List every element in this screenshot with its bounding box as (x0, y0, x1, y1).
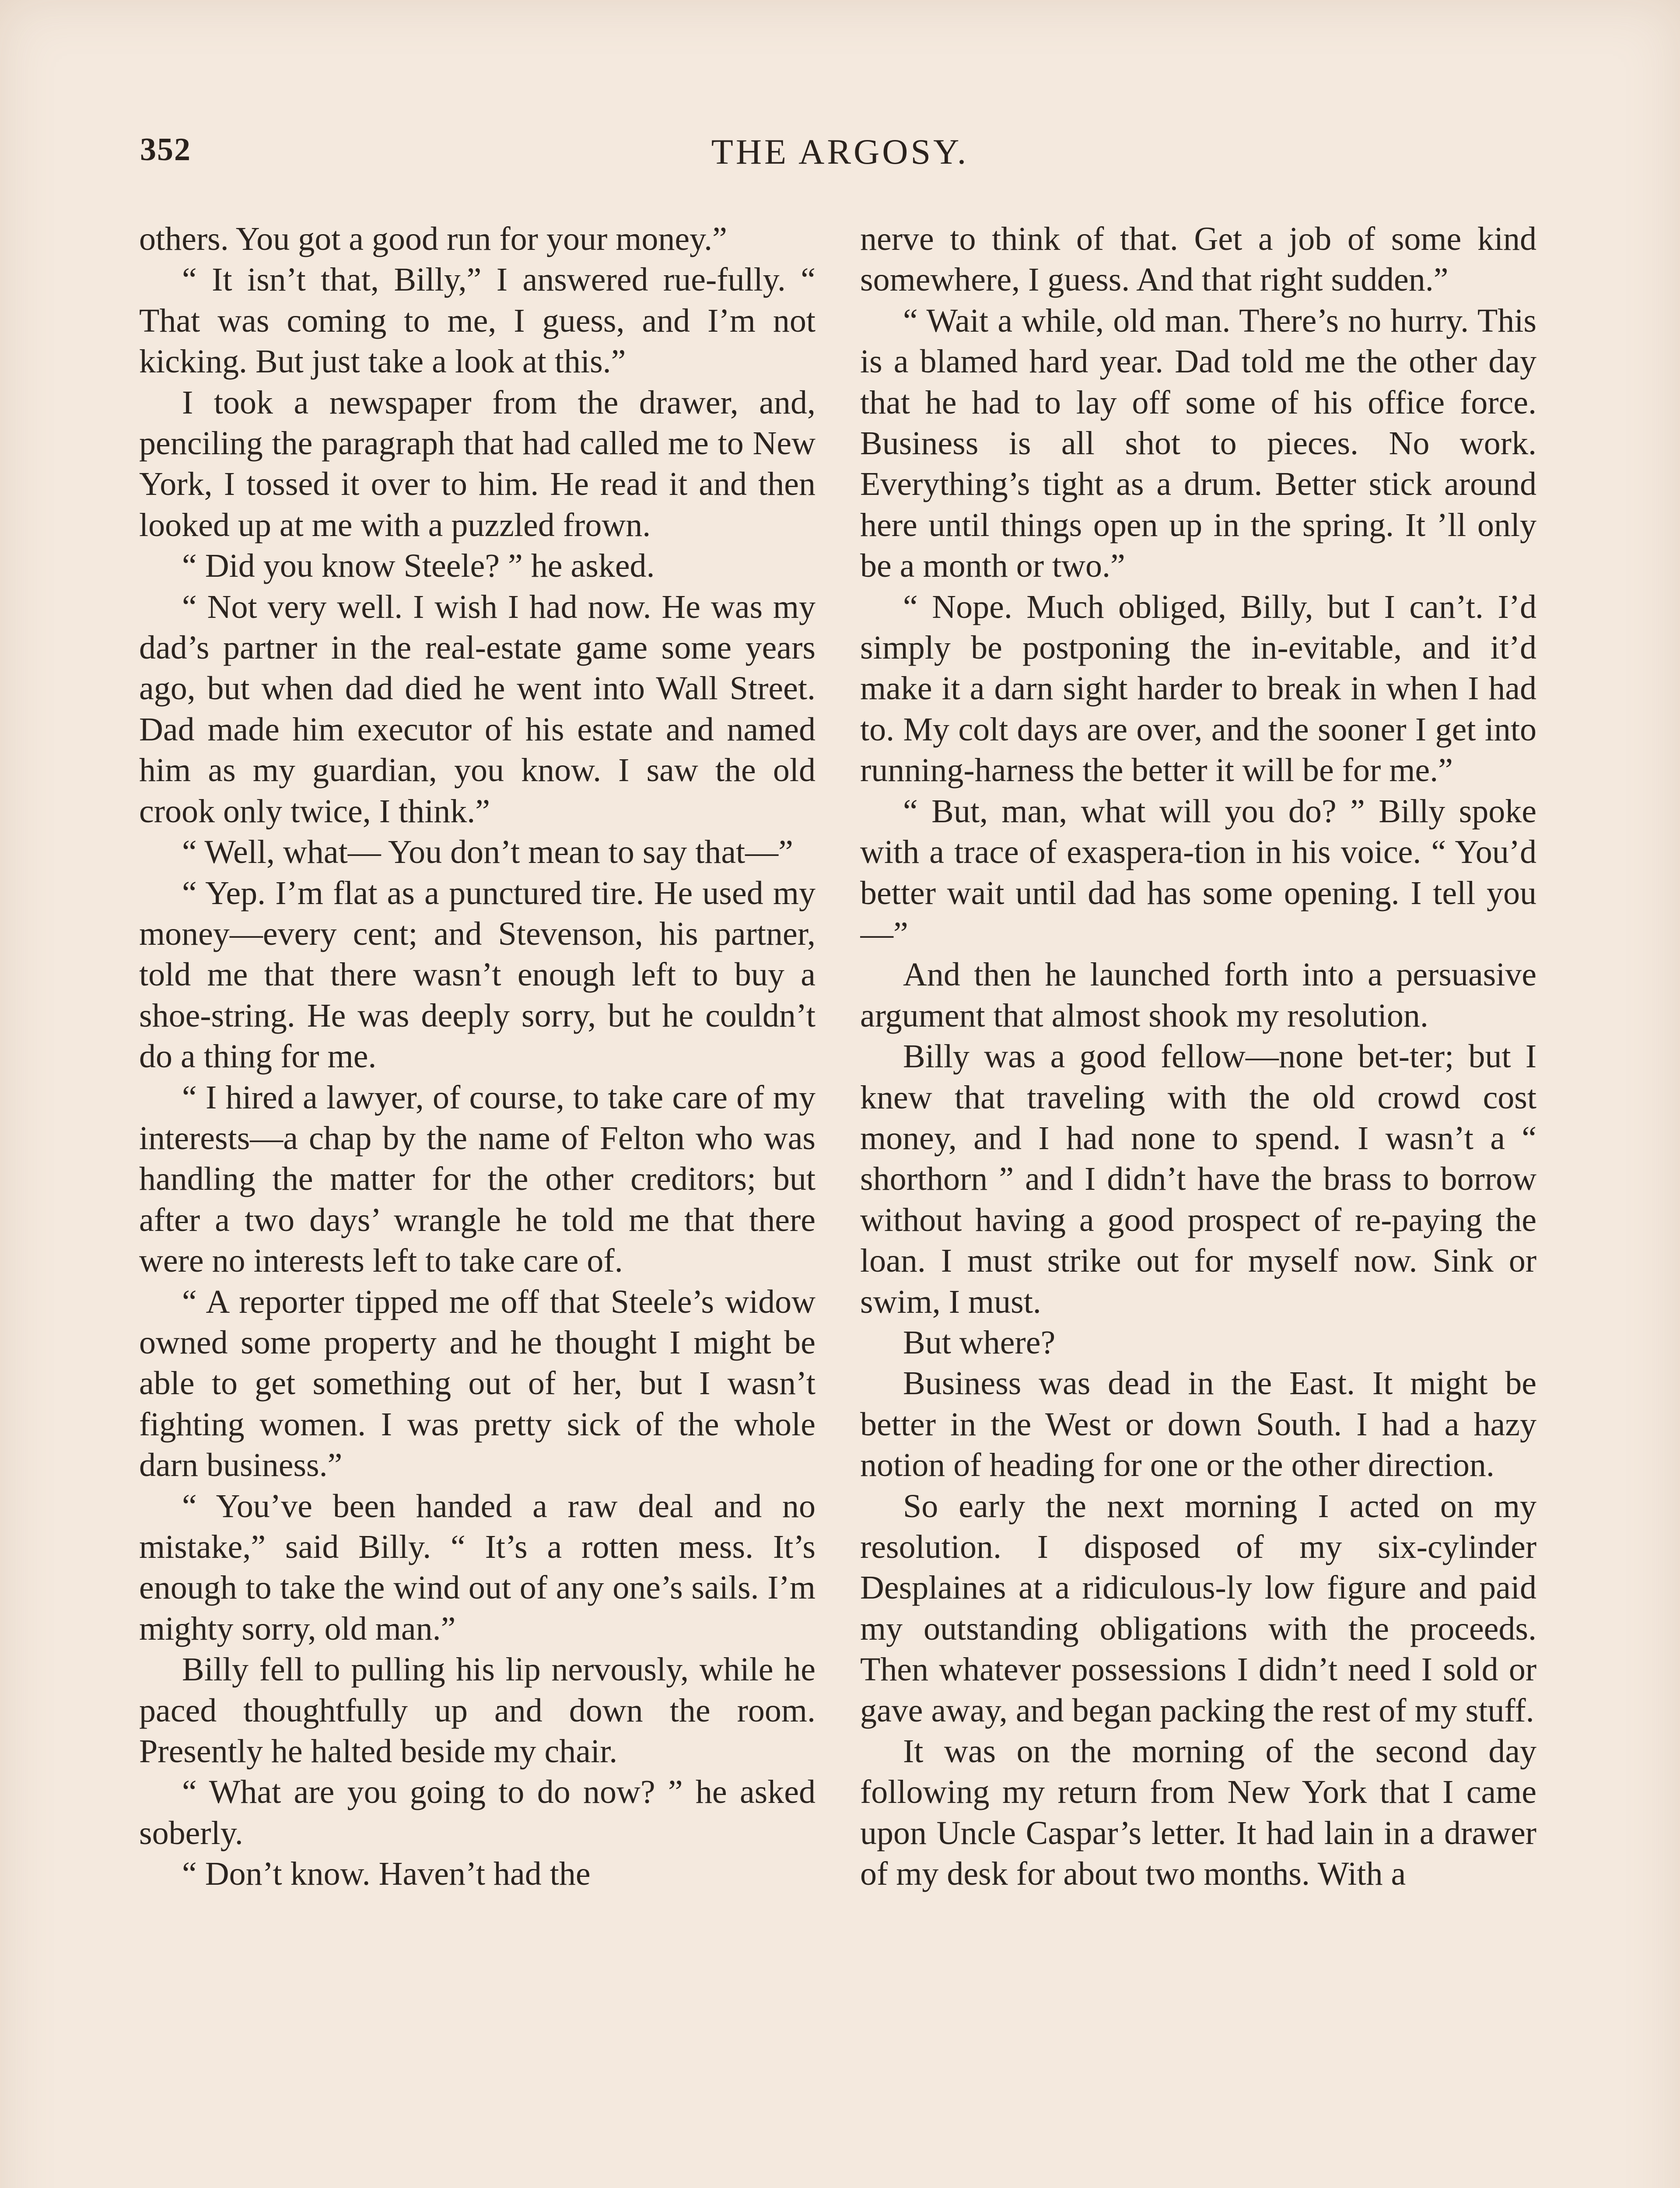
paragraph: “ Yep. I’m flat as a punctured tire. He used my money—every cent; and Stevenson, his partner, told me that there wasn’t enough left to buy a shoe-string. He was deeply sorry, but he couldn’t do a thing for me. (139, 874, 816, 1075)
paragraph: But where? (903, 1324, 1056, 1361)
paragraph: others. You got a good run for your money.” (139, 221, 727, 257)
paragraph: “ It isn’t that, Billy,” I answered rue-fully. “ That was coming to me, I guess, and I’m not kicking. But just take a look at this.” (139, 261, 816, 380)
page-header (140, 131, 1540, 184)
paragraph: “ Did you know Steele? ” he asked. (182, 547, 655, 585)
paragraph: “ But, man, what will you do? ” Billy spoke with a trace of exaspera-tion in his voice. “ You’d better wait until dad has some opening. I tell you—” (860, 792, 1536, 952)
paragraph: “ Nope. Much obliged, Billy, but I can’t. I’d simply be postponing the in-evitable, and it’d make it a darn sight harder to break in when I had to. My colt days are over, and the sooner I get into running-harness the better it will be for me.” (860, 588, 1536, 789)
paragraph: “ A reporter tipped me off that Steele’s widow owned some property and he thought I might be able to get something out of her, but I wasn’t fighting women. I was pretty sick of the whole darn business.” (139, 1283, 816, 1484)
paragraph: Billy was a good fellow—none bet-ter; but I knew that traveling with the old crowd cost money, and I had none to spend. I wasn’t a “ shorthorn ” and I didn’t have the brass to borrow without having a good prospect of re-paying the loan. I must strike out for myself now. Sink or swim, I must. (860, 1038, 1536, 1320)
paragraph: “ Not very well. I wish I had now. He was my dad’s partner in the real-estate game some years ago, but when dad died he went into Wall Street. Dad made him executor of his estate and named him as my guardian, you know. I saw the old crook only twice, I think.” (139, 588, 816, 830)
paragraph: Billy fell to pulling his lip nervously, while he paced thoughtfully up and down the room. Presently he halted beside my chair. (139, 1651, 816, 1770)
paragraph: “ Don’t know. Haven’t had the (182, 1855, 591, 1893)
running-title: THE ARGOSY. (711, 132, 969, 172)
paragraph: nerve to think of that. Get a job of some kind somewhere, I guess. And that right sudden.” (860, 221, 1536, 298)
paragraph: And then he launched forth into a persuasive argument that almost shook my resolution. (860, 956, 1536, 1034)
paragraph: I took a newspaper from the drawer, and, penciling the paragraph that had called me to New York, I tossed it over to him. He read it and then looked up at me with a puzzled frown. (139, 384, 816, 543)
paragraph: “ Wait a while, old man. There’s no hurry. This is a blamed hard year. Dad told me the other day that he had to lay off some of his office force. Business is all shot to pieces. No work. Everything’s tight as a drum. Better stick around here until things open up in the spring. It ’ll only be a month or two.” (860, 302, 1536, 585)
paragraph: “ Well, what— You don’t mean to say that—” (182, 834, 793, 871)
paragraph: Business was dead in the East. It might be better in the West or down South. I had a hazy notion of heading for one or the other direction. (860, 1365, 1536, 1484)
paragraph: “ I hired a lawyer, of course, to take care of my interests—a chap by the name of Felton who was handling the matter for the other creditors; but after a two days’ wrangle he told me that there were no interests left to take care of. (139, 1079, 816, 1280)
right-column (860, 219, 1536, 2188)
paragraph: It was on the morning of the second day following my return from New York that I came upon Uncle Caspar’s letter. It had lain in a drawer of my desk for about two months. With a (860, 1733, 1536, 1893)
paragraph: “ What are you going to do now? ” he asked soberly. (139, 1774, 816, 1851)
paragraph: So early the next morning I acted on my resolution. I disposed of my six-cylinder Desplaines at a ridiculous-ly low figure and paid my outstanding obligations with the proceeds. Then whatever possessions I didn’t need I sold or gave away, and began packing the rest of my stuff. (860, 1487, 1536, 1729)
page-number: 352 (140, 132, 191, 168)
left-column (139, 219, 816, 2188)
text-columns (139, 219, 1539, 2188)
paragraph: “ You’ve been handed a raw deal and no mistake,” said Billy. “ It’s a rotten mess. It’s enough to take the wind out of any one’s sails. I’m mighty sorry, old man.” (139, 1487, 816, 1647)
